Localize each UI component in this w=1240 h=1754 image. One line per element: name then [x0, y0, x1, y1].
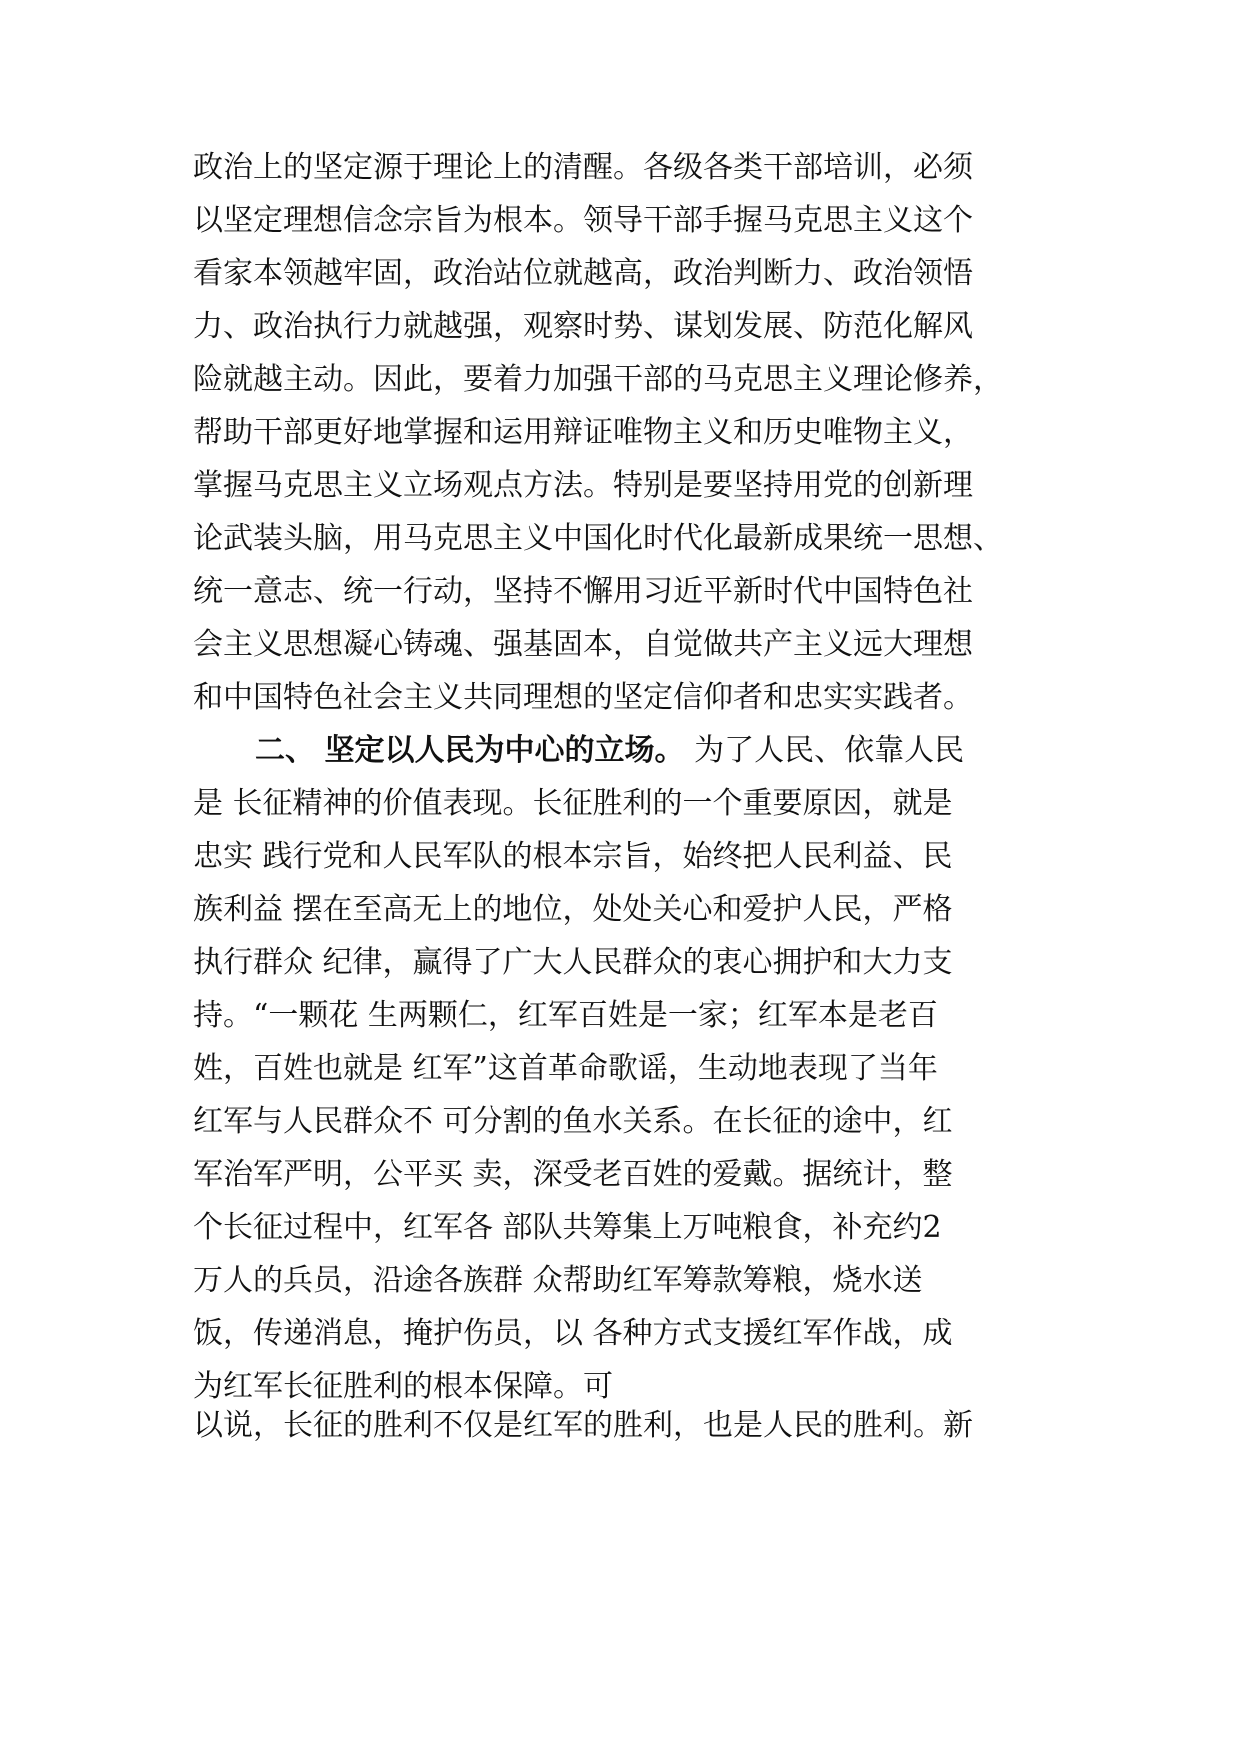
text-line: 看家本领越牢固，政治站位就越高，政治判断力、政治领悟	[193, 256, 973, 291]
text-line: 以坚定理想信念宗旨为根本。领导干部手握马克思主义这个	[193, 203, 973, 238]
text-line: 和中国特色社会主义共同理想的坚定信仰者和忠实实践者。	[193, 680, 973, 715]
text-line: 军治军严明，公平买 卖，深受老百姓的爱戴。据统计，整	[193, 1157, 953, 1192]
text-line: 是 长征精神的价值表现。长征胜利的一个重要原因，就是	[193, 786, 953, 821]
text-line: 以说，长征的胜利不仅是红军的胜利，也是人民的胜利。新	[193, 1408, 973, 1443]
text-line: 为红军长征胜利的根本保障。可	[193, 1369, 613, 1404]
text-line: 忠实 践行党和人民军队的根本宗旨，始终把人民利益、民	[193, 839, 953, 874]
section-heading	[255, 731, 964, 771]
text-line: 会主义思想凝心铸魂、强基固本，自觉做共产主义远大理想	[193, 627, 973, 662]
text-line: 论武装头脑，用马克思主义中国化时代化最新成果统一思想、	[193, 521, 1003, 556]
text-line: 执行群众 纪律，赢得了广大人民群众的衷心拥护和大力支	[193, 945, 953, 980]
text-line: 政治上的坚定源于理论上的清醒。各级各类干部培训，必须	[193, 150, 973, 185]
text-line: 姓，百姓也就是 红军”这首革命歌谣，生动地表现了当年	[193, 1051, 938, 1086]
text-line: 红军与人民群众不 可分割的鱼水关系。在长征的途中，红	[193, 1104, 953, 1139]
text-line: 饭，传递消息，掩护伤员，以 各种方式支援红军作战，成	[193, 1316, 953, 1351]
text-line: 族利益 摆在至高无上的地位，处处关心和爱护人民，严格	[193, 892, 953, 927]
text-line: 力、政治执行力就越强，观察时势、谋划发展、防范化解风	[193, 309, 973, 344]
text-line: 个长征过程中，红军各 部队共筹集上万吨粮食，补充约2	[193, 1210, 942, 1245]
text-line: 帮助干部更好地掌握和运用辩证唯物主义和历史唯物主义，	[193, 415, 973, 450]
text-line: 万人的兵员，沿途各族群 众帮助红军筹款筹粮，烧水送	[193, 1263, 923, 1298]
text-line: 持。“一颗花 生两颗仁，红军百姓是一家；红军本是老百	[193, 998, 938, 1033]
section-number: 二、	[255, 733, 315, 768]
section-title: 坚定以人民为中心的立场。	[324, 733, 685, 768]
heading-continuation: 为了人民、依靠人民	[694, 733, 965, 768]
text-line: 险就越主动。因此，要着力加强干部的马克思主义理论修养，	[193, 362, 1003, 397]
text-line: 统一意志、统一行动，坚持不懈用习近平新时代中国特色社	[193, 574, 973, 609]
text-line: 掌握马克思主义立场观点方法。特别是要坚持用党的创新理	[193, 468, 973, 503]
